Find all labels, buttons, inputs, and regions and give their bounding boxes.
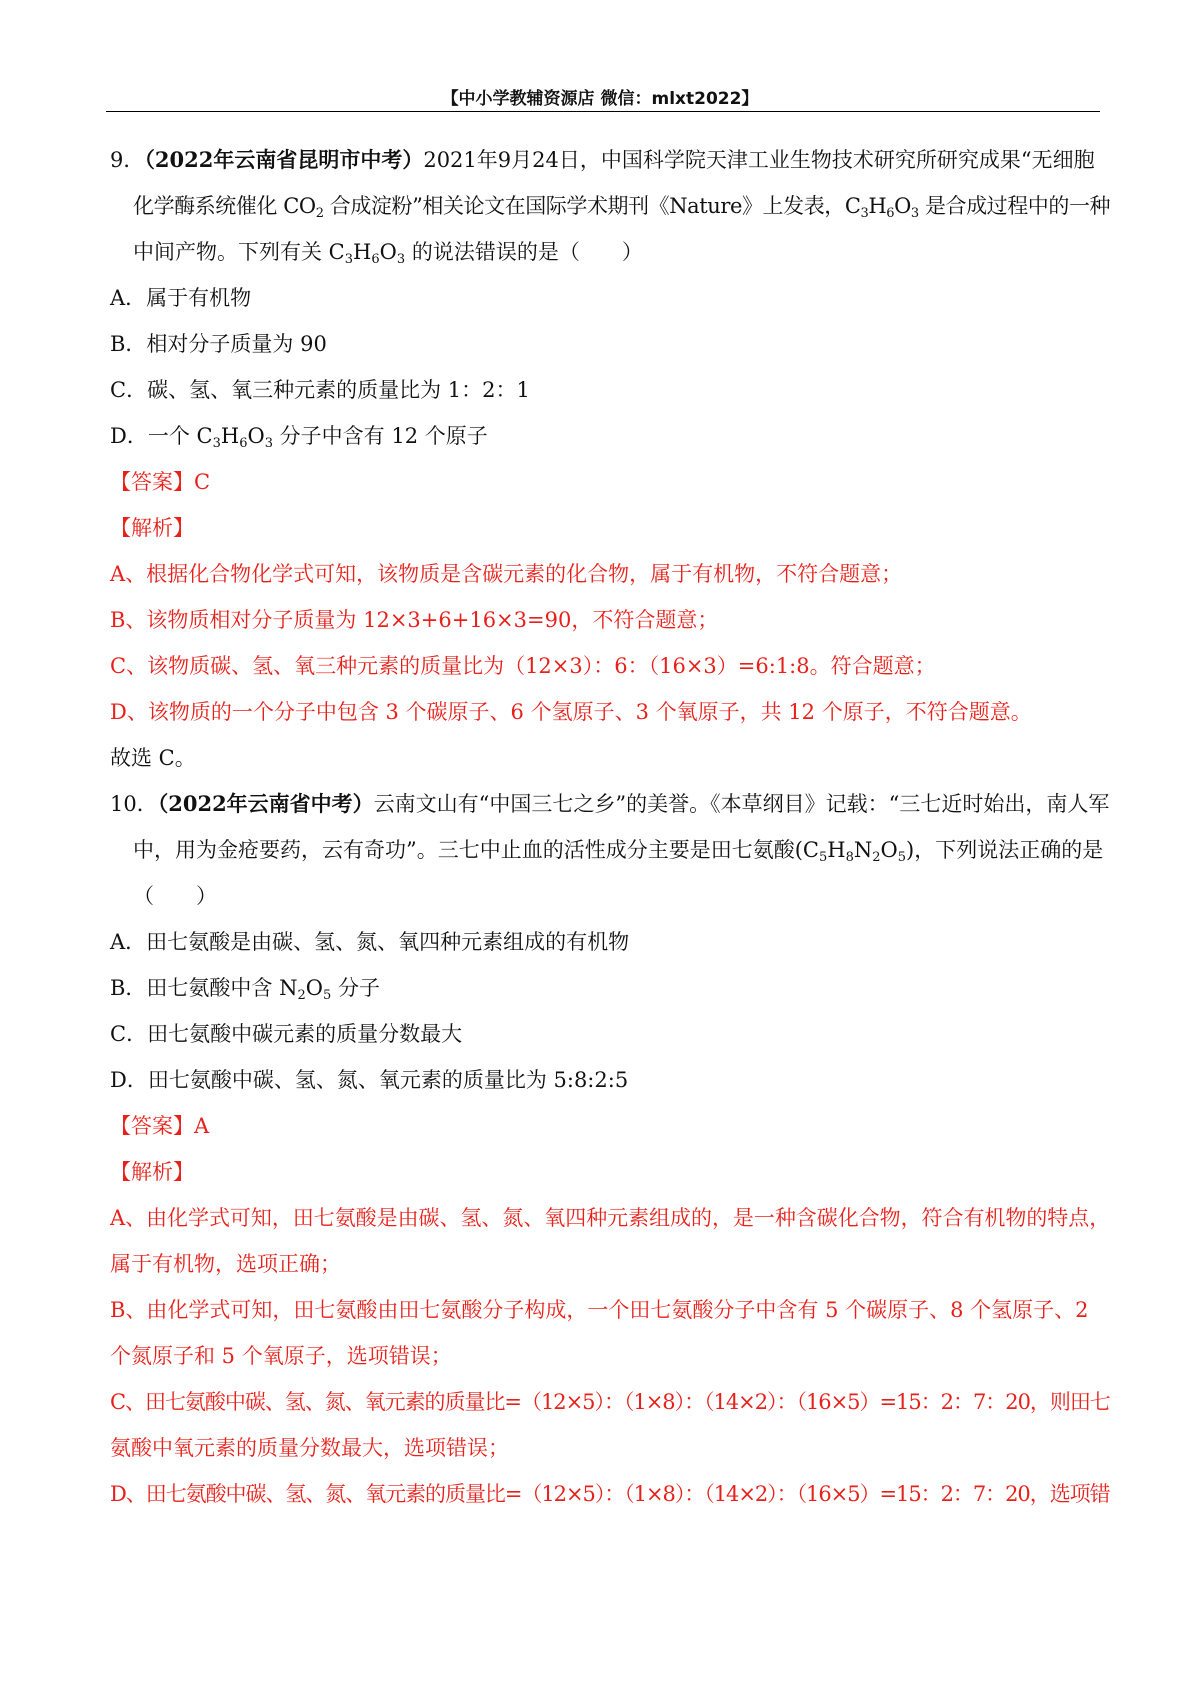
q9-option-d-c: H — [220, 424, 240, 448]
subscript: 3 — [396, 252, 406, 267]
q9-stem-3a: 中间产物。下列有关 C — [133, 240, 345, 264]
q10-explanation-b-line-2: 个氮原子和 5 个氧原子，选项错误； — [110, 1344, 452, 1368]
subscript: 2 — [297, 988, 306, 1003]
q9-stem-line-1 — [110, 146, 1095, 174]
q9-stem-3c: H — [353, 240, 372, 264]
q10-stem-1: 云南文山有“中国三七之乡”的美誉。《本草纲目》记载：“三七近时始出，南人军 — [373, 792, 1110, 816]
q10-explanation-c-line-2: 氨酸中氧元素的质量分数最大，选项错误； — [110, 1436, 509, 1460]
q9-explanation-c: C、该物质碳、氢、氧三种元素的质量比为（12×3）：6：（16×3）=6:1:8。符合题意； — [110, 654, 936, 678]
subscript: 3 — [344, 252, 354, 267]
q10-stem-2a: 中，用为金疮要药，云有奇功”。三七中止血的活性成分主要是田七氨酸(C — [133, 838, 819, 862]
q9-stem-2a: 化学酶系统催化 CO — [133, 194, 316, 218]
q9-option-d-g: 分子中含有 12 个原子 — [272, 424, 488, 448]
q9-stem-2g: O — [894, 194, 911, 218]
subscript: 6 — [886, 206, 895, 221]
q9-option-d — [110, 422, 488, 450]
q9-option-c: C．碳、氢、氧三种元素的质量比为 1：2：1 — [110, 378, 530, 402]
q10-option-b-a: B．田七氨酸中含 N — [110, 976, 298, 1000]
q9-option-d-e: O — [247, 424, 265, 448]
q10-stem-2e: N — [853, 838, 873, 862]
subscript: 3 — [860, 206, 869, 221]
q9-explanation-a: A、根据化合物化学式可知，该物质是含碳元素的化合物，属于有机物，不符合题意； — [110, 562, 903, 586]
q10-stem-2i: )，下列说法正确的是 — [906, 838, 1104, 862]
q9-stem-2i: 是合成过程中的一种 — [918, 194, 1111, 218]
q9-stem-line-2 — [133, 192, 1110, 220]
q10-source: （2022年云南省中考） — [157, 791, 374, 816]
q10-stem-line-2 — [133, 836, 1103, 864]
q9-answer: 【答案】C — [110, 470, 211, 494]
q10-answer: 【答案】A — [110, 1114, 210, 1138]
q9-number: 9． — [110, 148, 145, 172]
q10-option-d: D．田七氨酸中碳、氢、氮、氧元素的质量比为 5:8:2:5 — [110, 1068, 629, 1092]
q9-option-a: A．属于有机物 — [110, 286, 252, 310]
subscript: 3 — [212, 436, 221, 451]
subscript: 5 — [322, 988, 332, 1003]
q9-stem-2e: H — [868, 194, 887, 218]
subscript: 3 — [910, 206, 919, 221]
q9-stem-line-3 — [133, 238, 643, 266]
q10-explanation-c-line-1: C、田七氨酸中碳、氢、氮、氧元素的质量比=（12×5）：（1×8）：（14×2）：（16×5）=15：2：7：20，则田七 — [110, 1390, 1110, 1414]
q9-analysis-heading: 【解析】 — [110, 516, 194, 540]
q10-explanation-d-line-1: D、田七氨酸中碳、氢、氮、氧元素的质量比=（12×5）：（1×8）：（14×2）：（16×5）=15：2：7：20，选项错 — [110, 1482, 1110, 1506]
page-header: 【中小学教辅资源店 微信：mlxt2022】 — [441, 89, 759, 109]
q9-source: （2022年云南省昆明市中考） — [144, 147, 424, 172]
subscript: 6 — [239, 436, 248, 451]
q10-option-a: A．田七氨酸是由碳、氢、氮、氧四种元素组成的有机物 — [110, 930, 630, 954]
q9-stem-3g: 的说法错误的是（ ） — [405, 240, 643, 264]
q10-stem-2g: O — [880, 838, 898, 862]
q10-analysis-heading: 【解析】 — [110, 1160, 194, 1184]
q9-stem-1: 2021年9月24日，中国科学院天津工业生物技术研究所研究成果“无细胞 — [423, 148, 1095, 172]
q10-option-b-e: 分子 — [331, 976, 380, 1000]
subscript: 5 — [819, 850, 828, 865]
q10-number: 10． — [110, 792, 158, 816]
subscript: 2 — [872, 850, 881, 865]
q9-explanation-b: B、该物质相对分子质量为 12×3+6+16×3=90，不符合题意； — [110, 608, 719, 632]
q9-option-b: B．相对分子质量为 90 — [110, 332, 327, 356]
q10-stem-line-3: （ ） — [133, 884, 217, 908]
q10-explanation-a-line-2: 属于有机物，选项正确； — [110, 1252, 341, 1276]
q10-stem-line-1 — [110, 790, 1109, 818]
subscript: 5 — [897, 850, 907, 865]
q10-option-c: C．田七氨酸中碳元素的质量分数最大 — [110, 1022, 463, 1046]
q10-option-b — [110, 974, 380, 1002]
q9-stem-2c: 合成淀粉”相关论文在国际学术期刊《Nature》上发表，C — [323, 194, 861, 218]
q9-explanation-d: D、该物质的一个分子中包含 3 个碳原子、6 个氢原子、3 个氧原子，共 12 个原子，不符合题意。 — [110, 700, 1032, 724]
subscript: 6 — [371, 252, 380, 267]
q9-option-d-a: D．一个 C — [110, 424, 213, 448]
subscript: 3 — [264, 436, 273, 451]
q10-stem-2c: H — [827, 838, 846, 862]
subscript: 8 — [845, 850, 854, 865]
q10-explanation-b-line-1: B、由化学式可知，田七氨酸由田七氨酸分子构成，一个田七氨酸分子中含有 5 个碳原子、8 个氢原子、2 — [110, 1298, 1089, 1322]
q10-explanation-a-line-1: A、由化学式可知，田七氨酸是由碳、氢、氮、氧四种元素组成的，是一种含碳化合物，符合有机物的特点， — [110, 1206, 1111, 1230]
subscript: 2 — [315, 206, 324, 221]
q10-option-b-c: O — [305, 976, 323, 1000]
q9-stem-3e: O — [379, 240, 397, 264]
q9-conclusion: 故选 C。 — [110, 746, 196, 770]
